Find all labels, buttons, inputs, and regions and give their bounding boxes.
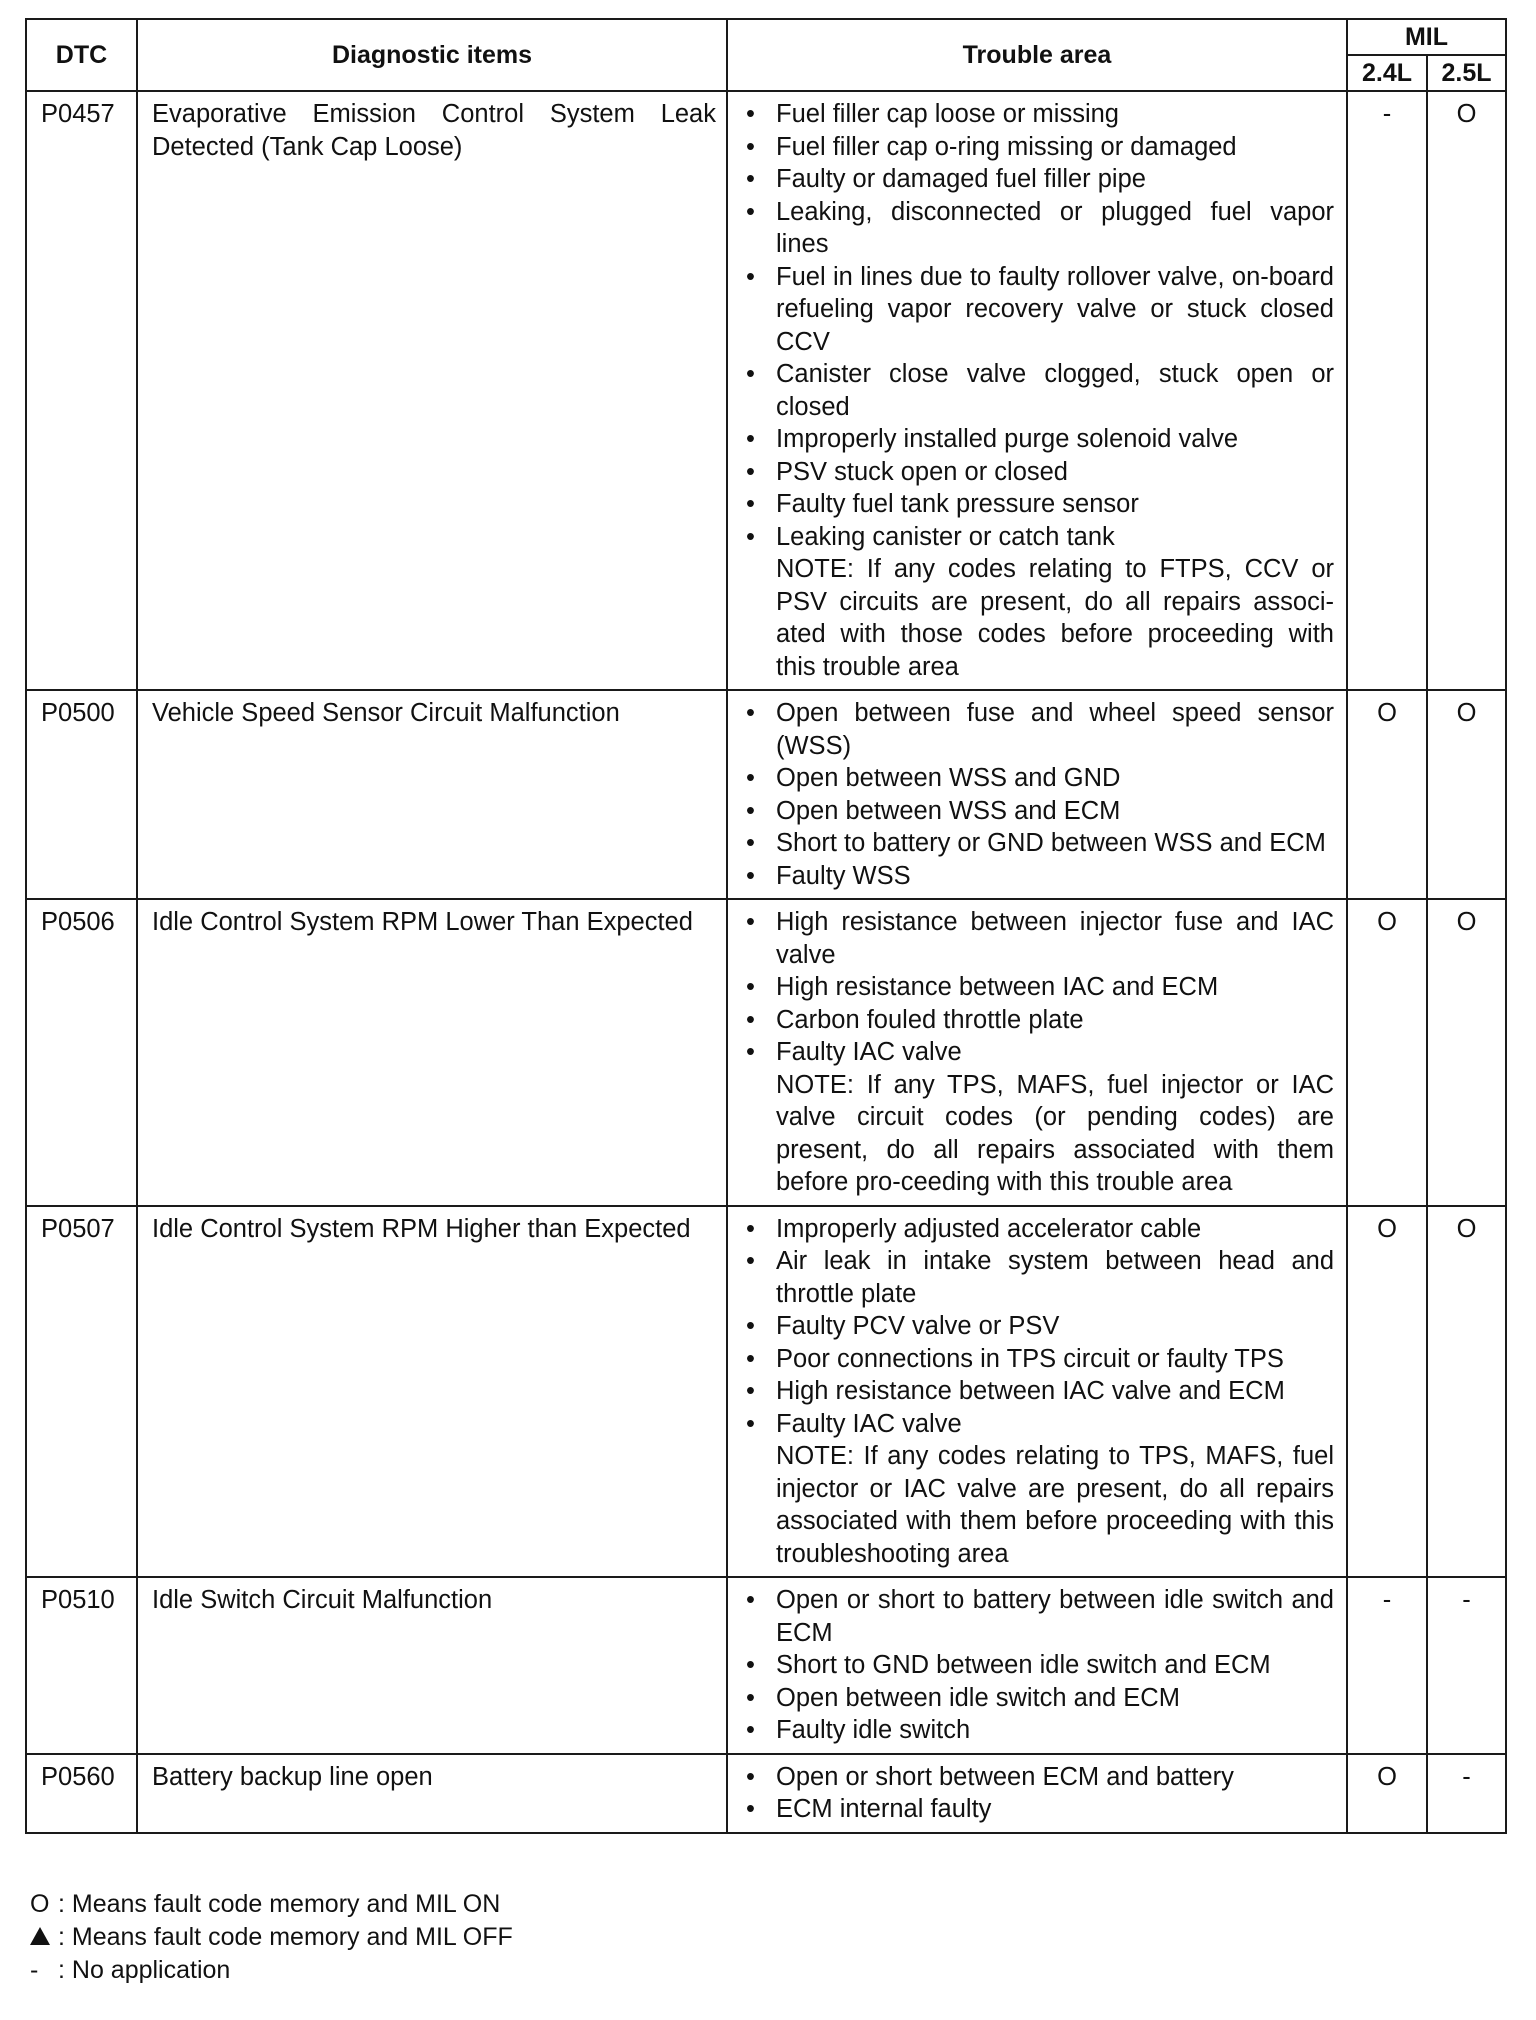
trouble-area-item: • ECM internal faulty: [738, 1793, 1334, 1826]
diagnostic-item: Battery backup line open: [137, 1754, 727, 1833]
trouble-area-item: • Canister close valve clogged, stuck open or closed: [738, 358, 1334, 423]
trouble-area-note: NOTE: If any codes relating to FTPS, CCV or PSV circuits are present, do all repairs associ-ated with those codes before proceeding with this trouble area: [776, 555, 1334, 681]
mil-2-4l-value: O: [1347, 690, 1427, 899]
trouble-area-item: • Faulty WSS: [738, 860, 1334, 893]
mil-2-4l-value: O: [1347, 899, 1427, 1206]
mil-2-4l-value: -: [1347, 1577, 1427, 1754]
trouble-area-item: • Carbon fouled throttle plate: [738, 1004, 1334, 1037]
mil-2-5l-value: O: [1427, 1206, 1506, 1578]
trouble-area-item: • Open between idle switch and ECM: [738, 1682, 1334, 1715]
trouble-area-cell: [727, 91, 1347, 690]
trouble-area-item: • High resistance between IAC and ECM: [738, 971, 1334, 1004]
header-diagnostic-items: Diagnostic items: [137, 19, 727, 91]
trouble-area-item: • Air leak in intake system between head and throttle plate: [738, 1245, 1334, 1310]
trouble-area-list: [738, 1213, 1334, 1441]
trouble-area-item: • Open between WSS and ECM: [738, 795, 1334, 828]
trouble-area-item: • High resistance between injector fuse and IAC valve: [738, 906, 1334, 971]
trouble-area-cell: [727, 1754, 1347, 1833]
dtc-code: P0506: [26, 899, 137, 1206]
trouble-area-item: • Fuel filler cap o-ring missing or damaged: [738, 131, 1334, 164]
header-dtc: DTC: [26, 19, 137, 91]
circle-symbol: O: [30, 1890, 50, 1918]
trouble-area-item: • Faulty IAC valve: [738, 1408, 1334, 1441]
table-body: [26, 91, 1506, 1833]
table-row: [26, 1577, 1506, 1754]
dtc-code: P0507: [26, 1206, 137, 1578]
trouble-area-item: • PSV stuck open or closed: [738, 456, 1334, 489]
header-mil-2-5l: 2.5L: [1427, 55, 1506, 91]
trouble-area-item: • Faulty idle switch: [738, 1714, 1334, 1747]
legend: [30, 1888, 513, 1987]
trouble-area-item: • Improperly installed purge solenoid valve: [738, 423, 1334, 456]
trouble-area-item: • Faulty fuel tank pressure sensor: [738, 488, 1334, 521]
diagnostic-item: Idle Switch Circuit Malfunction: [137, 1577, 727, 1754]
trouble-area-note: NOTE: If any TPS, MAFS, fuel injector or IAC valve circuit codes (or pending codes) are present, do all repairs associated with them before pro-ceeding with this trouble area: [776, 1070, 1334, 1196]
trouble-area-item: • Fuel in lines due to faulty rollover valve, on-board refueling vapor recovery valve or stuck closed CCV: [738, 261, 1334, 359]
trouble-area-item: • Short to GND between idle switch and ECM: [738, 1649, 1334, 1682]
trouble-area-item: • Faulty PCV valve or PSV: [738, 1310, 1334, 1343]
legend-text: : No application: [58, 1956, 231, 1984]
mil-2-5l-value: O: [1427, 91, 1506, 690]
trouble-area-item: • Short to battery or GND between WSS and ECM: [738, 827, 1334, 860]
trouble-area-list: [738, 1584, 1334, 1747]
dtc-code: P0500: [26, 690, 137, 899]
trouble-area-list: [738, 98, 1334, 553]
mil-2-4l-value: O: [1347, 1754, 1427, 1833]
triangle-icon: [30, 1921, 58, 1954]
mil-2-4l-value: -: [1347, 91, 1427, 690]
diagnostic-item: Vehicle Speed Sensor Circuit Malfunction: [137, 690, 727, 899]
mil-2-5l-value: -: [1427, 1754, 1506, 1833]
trouble-area-item: • Leaking, disconnected or plugged fuel vapor lines: [738, 196, 1334, 261]
trouble-area-list: [738, 1761, 1334, 1826]
trouble-area-item: • High resistance between IAC valve and ECM: [738, 1375, 1334, 1408]
trouble-area-item: • Open or short to battery between idle switch and ECM: [738, 1584, 1334, 1649]
trouble-area-item: • Fuel filler cap loose or missing: [738, 98, 1334, 131]
dtc-code: P0510: [26, 1577, 137, 1754]
legend-item-no-application: [30, 1954, 513, 1987]
trouble-area-cell: [727, 1577, 1347, 1754]
legend-text: : Means fault code memory and MIL OFF: [58, 1923, 513, 1951]
trouble-area-cell: [727, 899, 1347, 1206]
trouble-area-item: • Faulty IAC valve: [738, 1036, 1334, 1069]
trouble-area-item: • Poor connections in TPS circuit or faulty TPS: [738, 1343, 1334, 1376]
header-mil: MIL: [1347, 19, 1506, 55]
legend-item-mil-off: [30, 1921, 513, 1954]
trouble-area-item: • Faulty or damaged fuel filler pipe: [738, 163, 1334, 196]
diagnostic-item: Idle Control System RPM Lower Than Expected: [137, 899, 727, 1206]
header-trouble-area: Trouble area: [727, 19, 1347, 91]
trouble-area-cell: [727, 690, 1347, 899]
header-mil-2-4l: 2.4L: [1347, 55, 1427, 91]
mil-2-5l-value: O: [1427, 899, 1506, 1206]
legend-item-mil-on: [30, 1888, 513, 1921]
trouble-area-item: • Open between fuse and wheel speed sensor (WSS): [738, 697, 1334, 762]
dtc-code: P0457: [26, 91, 137, 690]
trouble-area-item: • Leaking canister or catch tank: [738, 521, 1334, 554]
trouble-area-item: • Open or short between ECM and battery: [738, 1761, 1334, 1794]
trouble-area-item: • Open between WSS and GND: [738, 762, 1334, 795]
table-row: [26, 690, 1506, 899]
table-row: [26, 899, 1506, 1206]
legend-text: : Means fault code memory and MIL ON: [58, 1890, 501, 1918]
table-header: [26, 19, 1506, 91]
trouble-area-item: • Improperly adjusted accelerator cable: [738, 1213, 1334, 1246]
dtc-code: P0560: [26, 1754, 137, 1833]
mil-2-5l-value: -: [1427, 1577, 1506, 1754]
table-row: [26, 1754, 1506, 1833]
diagnostic-item: Idle Control System RPM Higher than Expected: [137, 1206, 727, 1578]
mil-2-5l-value: O: [1427, 690, 1506, 899]
table-row: [26, 1206, 1506, 1578]
trouble-area-list: [738, 697, 1334, 892]
dash-symbol: -: [30, 1956, 39, 1984]
trouble-area-note: NOTE: If any codes relating to TPS, MAFS, fuel injector or IAC valve are present, do all repairs associated with them before proceeding with this troubleshooting area: [776, 1442, 1334, 1568]
table-row: [26, 91, 1506, 690]
dtc-table: [25, 18, 1507, 1834]
diagnostic-item: Evaporative Emission Control System Leak Detected (Tank Cap Loose): [137, 91, 727, 690]
trouble-area-list: [738, 906, 1334, 1069]
trouble-area-cell: [727, 1206, 1347, 1578]
mil-2-4l-value: O: [1347, 1206, 1427, 1578]
